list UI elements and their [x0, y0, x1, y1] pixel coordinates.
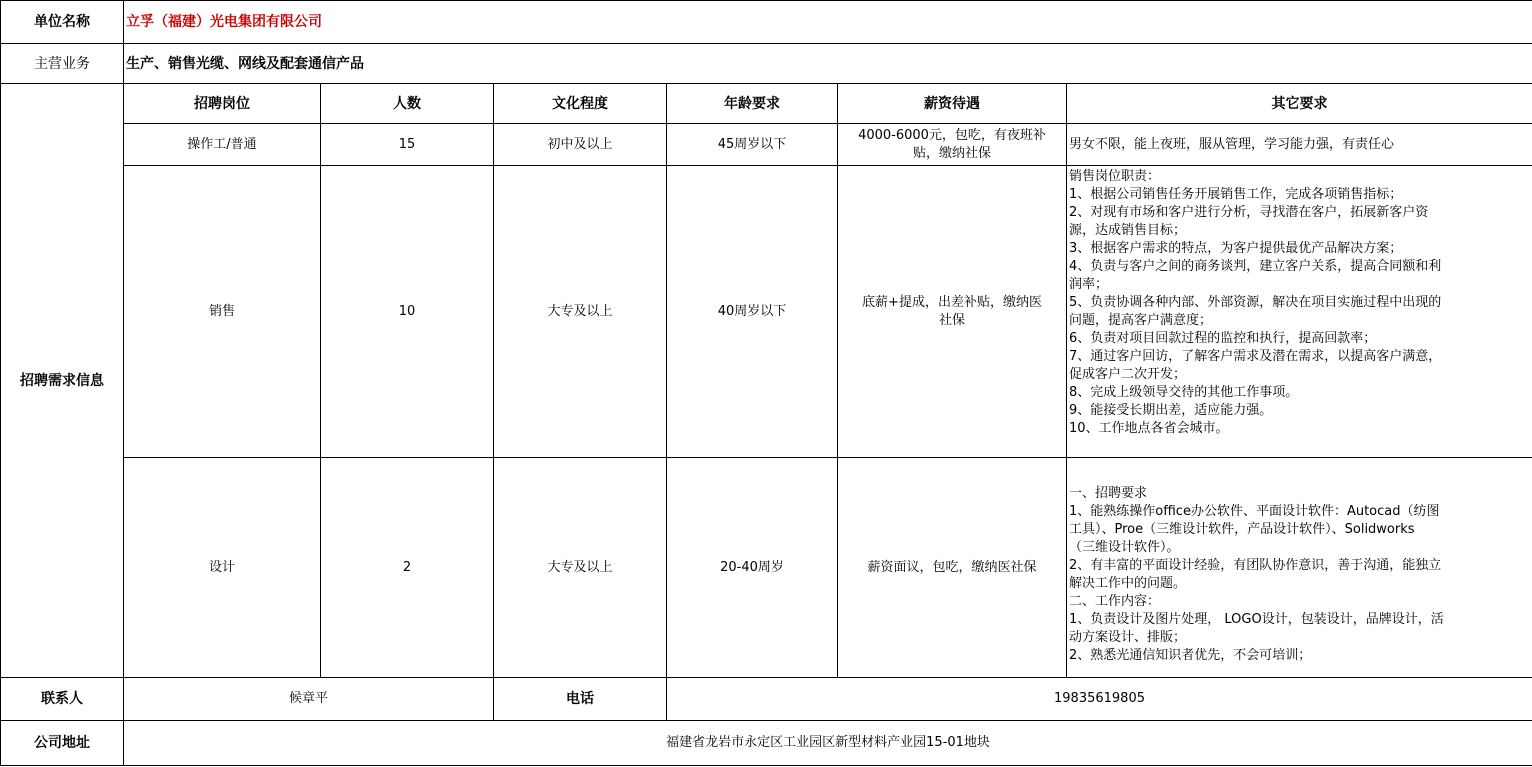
recruit-info-label: 招聘需求信息 [1, 84, 124, 678]
job-education: 初中及以上 [494, 124, 667, 166]
job-salary: 薪资面议，包吃，缴纳医社保 [838, 458, 1067, 678]
header-age: 年龄要求 [667, 84, 838, 124]
main-business-value: 生产、销售光缆、网线及配套通信产品 [124, 44, 1532, 84]
header-education: 文化程度 [494, 84, 667, 124]
job-position: 操作工/普通 [124, 124, 321, 166]
contact-row [1, 678, 1532, 721]
company-name-label: 单位名称 [1, 1, 124, 44]
job-education: 大专及以上 [494, 166, 667, 458]
company-name-row [1, 1, 1532, 44]
phone-value: 19835619805 [667, 678, 1532, 721]
job-salary: 4000-6000元，包吃，有夜班补 贴，缴纳社保 [838, 124, 1067, 166]
header-other: 其它要求 [1067, 84, 1532, 124]
main-business-label: 主营业务 [1, 44, 124, 84]
job-row [1, 458, 1532, 678]
job-count: 15 [321, 124, 494, 166]
header-salary: 薪资待遇 [838, 84, 1067, 124]
header-position: 招聘岗位 [124, 84, 321, 124]
job-count: 10 [321, 166, 494, 458]
address-row [1, 721, 1532, 766]
job-education: 大专及以上 [494, 458, 667, 678]
job-age: 45周岁以下 [667, 124, 838, 166]
phone-label: 电话 [494, 678, 667, 721]
job-other: 销售岗位职责： 1、根据公司销售任务开展销售工作，完成各项销售指标； 2、对现有市场和客户进行分析，寻找潜在客户，拓展新客户资 源，达成销售目标； 3、根据客户需求的特点，为客户提供最优产品解决方案； 4、负责与客户之间的商务谈判，建立客户关系，提高合同额和利 润率； 5、负责协调各种内部、外部资源，解决在项目实施过程中出现的 问题，提高客户满意度； 6、负责对项目回款过程的监控和执行，提高回款率； 7、通过客户回访，了解客户需求及潜在需求，以提高客户满意， 促成客户二次开发； 8、完成上级领导交待的其他工作事项。 9、能接受长期出差，适应能力强。 10、工作地点各省会城市。 [1067, 166, 1532, 458]
job-other: 男女不限，能上夜班，服从管理，学习能力强，有责任心 [1067, 124, 1532, 166]
contact-person: 候章平 [124, 678, 494, 721]
address-label: 公司地址 [1, 721, 124, 766]
job-row [1, 166, 1532, 458]
job-position: 设计 [124, 458, 321, 678]
job-age: 20-40周岁 [667, 458, 838, 678]
job-count: 2 [321, 458, 494, 678]
contact-label: 联系人 [1, 678, 124, 721]
address-value: 福建省龙岩市永定区工业园区新型材料产业园15-01地块 [124, 721, 1532, 766]
header-count: 人数 [321, 84, 494, 124]
company-name-value: 立孚（福建）光电集团有限公司 [124, 1, 1532, 44]
job-age: 40周岁以下 [667, 166, 838, 458]
job-row [1, 124, 1532, 166]
main-business-row [1, 44, 1532, 84]
jobs-header-row [1, 84, 1532, 124]
job-other: 一、招聘要求 1、能熟练操作office办公软件、平面设计软件：Autocad（纺图 工具）、Proe（三维设计软件，产品设计软件）、Solidworks （三维设计软件）。 2、有丰富的平面设计经验，有团队协作意识，善于沟通，能独立 解决工作中的问题。 二、工作内容： 1、负责设计及图片处理， LOGO设计，包装设计，品牌设计，活 动方案设计、排版； 2、熟悉光通信知识者优先，不会可培训； [1067, 458, 1532, 678]
job-position: 销售 [124, 166, 321, 458]
job-salary: 底薪+提成，出差补贴，缴纳医 社保 [838, 166, 1067, 458]
